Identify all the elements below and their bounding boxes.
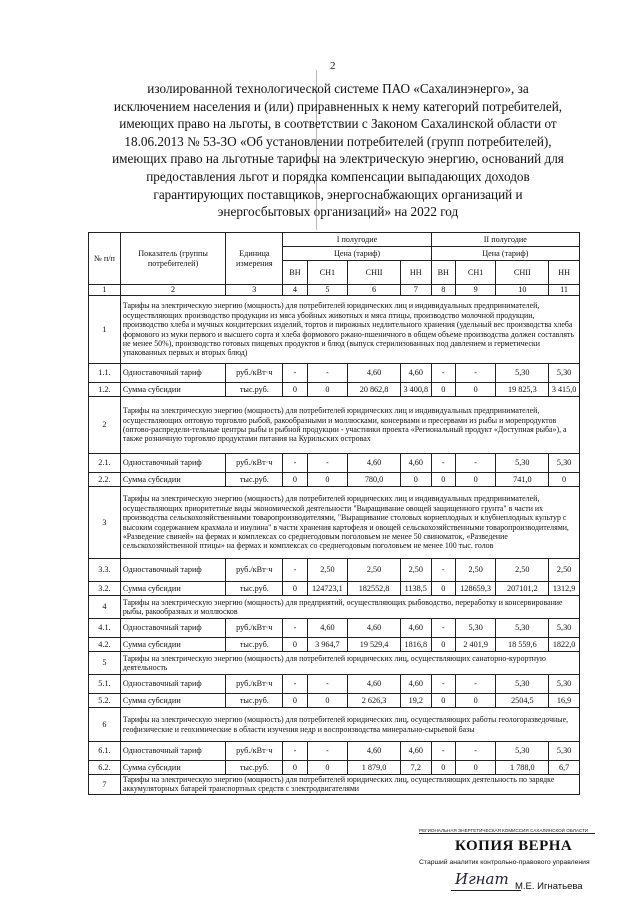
- section-number: 4: [89, 596, 121, 619]
- value-cell: -: [283, 454, 307, 473]
- value-cell: 0: [431, 473, 455, 487]
- row-unit: тыс.руб.: [226, 383, 283, 397]
- title-line: имеющих право на льготы, в соответствии с Законом Сахалинской области от: [119, 116, 557, 132]
- value-cell: 1 879,0: [348, 761, 401, 775]
- table-row: [89, 742, 580, 761]
- value-cell: -: [283, 364, 307, 383]
- value-cell: 3 415,0: [549, 383, 580, 397]
- section-number: 6: [89, 708, 121, 742]
- row-number: 1.1.: [89, 364, 121, 383]
- value-cell: 5,30: [549, 364, 580, 383]
- row-number: 3.3.: [89, 559, 121, 582]
- value-cell: 128659,3: [455, 582, 496, 596]
- header-col: ВН: [431, 261, 455, 285]
- value-cell: 1816,8: [400, 638, 431, 652]
- row-unit: руб./кВт·ч: [226, 454, 283, 473]
- row-number: 4.1.: [89, 619, 121, 638]
- value-cell: 4,60: [348, 454, 401, 473]
- value-cell: 5,30: [549, 454, 580, 473]
- value-cell: 4,60: [400, 364, 431, 383]
- stamp-title: КОПИЯ ВЕРНА: [455, 838, 573, 854]
- value-cell: 5,30: [549, 619, 580, 638]
- value-cell: 5,30: [496, 675, 549, 694]
- value-cell: 2 401,9: [455, 638, 496, 652]
- value-cell: 0: [455, 473, 496, 487]
- row-label: Сумма субсидии: [120, 761, 225, 775]
- value-cell: 0: [455, 694, 496, 708]
- value-cell: -: [307, 364, 348, 383]
- value-cell: 2,50: [348, 559, 401, 582]
- row-unit: тыс.руб.: [226, 638, 283, 652]
- value-cell: 0: [455, 383, 496, 397]
- value-cell: 0: [283, 694, 307, 708]
- section-number: 7: [89, 775, 121, 795]
- table-row: [89, 364, 580, 383]
- value-cell: 0: [283, 761, 307, 775]
- value-cell: 4,60: [348, 675, 401, 694]
- value-cell: 0: [283, 383, 307, 397]
- table-row: [89, 761, 580, 775]
- value-cell: 7,2: [400, 761, 431, 775]
- section-number: 5: [89, 652, 121, 675]
- value-cell: -: [455, 675, 496, 694]
- value-cell: 5,30: [549, 742, 580, 761]
- value-cell: 1138,5: [400, 582, 431, 596]
- value-cell: 3 400,8: [400, 383, 431, 397]
- value-cell: 6,7: [549, 761, 580, 775]
- header-indicator: Показатель (группы потребителей): [120, 233, 225, 285]
- value-cell: 0: [307, 694, 348, 708]
- row-label: Сумма субсидии: [120, 694, 225, 708]
- row-number: 2.1.: [89, 454, 121, 473]
- col-number: 3: [226, 285, 283, 296]
- signature: Игнат: [455, 870, 509, 888]
- section-description: Тарифы на электрическую энергию (мощность) для потребителей юридических лиц, осуществляющих работы геологоразведочные, геофизические и геохимические в области изучения недр и воспроизводства минерально-сырьевой базы: [120, 708, 579, 742]
- value-cell: -: [455, 454, 496, 473]
- value-cell: 2 626,3: [348, 694, 401, 708]
- value-cell: 0: [431, 638, 455, 652]
- section-row: [89, 487, 580, 559]
- row-unit: тыс.руб.: [226, 473, 283, 487]
- row-unit: руб./кВт·ч: [226, 559, 283, 582]
- section-description: Тарифы на электрическую энергию (мощность) для потребителей юридических лиц, осуществляющих санаторно-курортную деятельность: [120, 652, 579, 675]
- value-cell: 4,60: [348, 742, 401, 761]
- value-cell: 5,30: [496, 742, 549, 761]
- table-row: [89, 559, 580, 582]
- value-cell: -: [307, 675, 348, 694]
- section-number: 3: [89, 487, 121, 559]
- row-unit: руб./кВт·ч: [226, 619, 283, 638]
- value-cell: 16,9: [549, 694, 580, 708]
- col-number: 7: [400, 285, 431, 296]
- value-cell: 4,60: [400, 619, 431, 638]
- stamp-department: Старший аналитик контрольно-правового управления: [419, 859, 590, 866]
- row-number: 3.2.: [89, 582, 121, 596]
- value-cell: 0: [549, 473, 580, 487]
- table-row: [89, 694, 580, 708]
- col-number: 10: [496, 285, 549, 296]
- value-cell: 0: [431, 761, 455, 775]
- section-row: [89, 775, 580, 795]
- value-cell: -: [283, 619, 307, 638]
- header-unit: Единица измерения: [226, 233, 283, 285]
- value-cell: 2,50: [400, 559, 431, 582]
- value-cell: 20 862,8: [348, 383, 401, 397]
- value-cell: 4,60: [400, 742, 431, 761]
- table-row: [89, 675, 580, 694]
- value-cell: -: [283, 742, 307, 761]
- value-cell: 1 788,0: [496, 761, 549, 775]
- section-row: [89, 652, 580, 675]
- signature-line: [451, 890, 521, 891]
- row-label: Одноставочный тариф: [120, 559, 225, 582]
- value-cell: 0: [307, 383, 348, 397]
- row-number: 6.2.: [89, 761, 121, 775]
- table-row: [89, 619, 580, 638]
- section-description: Тарифы на электрическую энергию (мощность) для потребителей юридических лиц, осуществляющих деятельность по зарядке аккумуляторных батарей транспортных средств с электродвигателями: [120, 775, 579, 795]
- header-col: СНII: [496, 261, 549, 285]
- col-number: 1: [89, 285, 121, 296]
- row-number: 6.1.: [89, 742, 121, 761]
- page-number: 2: [330, 60, 336, 72]
- row-number: 5.2.: [89, 694, 121, 708]
- header-price-2: Цена (тариф): [431, 247, 579, 261]
- section-description: Тарифы на электрическую энергию (мощность) для потребителей юридических лиц и индивидуальных предпринимателей, осуществляющих оптовую торговлю рыбой, ракообразными и моллюсками, консервами и пресервами из рыбы и морепродуктов (оптово-распредели-тельные центры рыбы и рыбной продукции - участники проекта «Региональный продукт «Доступная рыба»), а также розничную торговлю продуктами питания на Курильских островах: [120, 397, 579, 454]
- value-cell: 182552,8: [348, 582, 401, 596]
- value-cell: 2504,5: [496, 694, 549, 708]
- value-cell: 19,2: [400, 694, 431, 708]
- title-line: изолированной технологической системе ПАО «Сахалинэнерго», за: [147, 81, 529, 96]
- value-cell: -: [431, 619, 455, 638]
- row-label: Одноставочный тариф: [120, 454, 225, 473]
- value-cell: 0: [307, 473, 348, 487]
- title-line: гарантирующих поставщиков, энергоснабжающих организаций и: [153, 186, 523, 202]
- table-row: [89, 383, 580, 397]
- value-cell: 2,50: [307, 559, 348, 582]
- signer-name: М.Е. Игнатьева: [515, 881, 583, 892]
- value-cell: 5,30: [496, 364, 549, 383]
- section-description: Тарифы на электрическую энергию (мощность) для потребителей юридических лиц и индивидуальных предпринимателей, осуществляющих производство продукции из мяса убойных животных и мяса птицы, производство молочной продукции, производство хлеба и мучных кондитерских изделий, тортов и пирожных недлительного хранения (удельный вес производства хлеба формового из муки первого и высшего сорта и хлеба формового ржано-пшеничного в общем объеме производства должен составлять не менее 50%), производство готовых пищевых продуктов и блюд (выпуск стерилизованных под давлением и герметически упакованных первых и вторых блюд): [120, 296, 579, 364]
- table-row: [89, 454, 580, 473]
- value-cell: 4,60: [348, 619, 401, 638]
- header-col: НН: [549, 261, 580, 285]
- value-cell: 124723,1: [307, 582, 348, 596]
- row-number: 2.2.: [89, 473, 121, 487]
- value-cell: -: [455, 364, 496, 383]
- value-cell: 0: [431, 694, 455, 708]
- section-description: Тарифы на электрическую энергию (мощность) для потребителей юридических лиц и индивидуальных предпринимателей, осуществляющих приоритетные виды экономической деятельности "Выращивание овощей защищенного грунта" в части их производства сельскохозяйственными товаропроизводителями, "Выращивание столовых корнеплодных и клубнеплодных культур с высоким содержанием крахмала и инулина" в части хранения картофеля и овощей сельскохозяйственными товаропроизводителями, «Разведение свиней» на фермах и комплексах со среднегодовым поголовьем не менее 50 свиноматок, «Разведение сельскохозяйственной птицы» на фермах и комплексах со среднегодовым поголовьем не менее 100 тыс. голов: [120, 487, 579, 559]
- section-row: [89, 708, 580, 742]
- col-number: 9: [455, 285, 496, 296]
- value-cell: 0: [431, 383, 455, 397]
- header-price-1: Цена (тариф): [283, 247, 431, 261]
- header-col: СНII: [348, 261, 401, 285]
- value-cell: 0: [455, 761, 496, 775]
- col-number: 11: [549, 285, 580, 296]
- value-cell: -: [431, 742, 455, 761]
- row-unit: руб./кВт·ч: [226, 675, 283, 694]
- value-cell: -: [431, 364, 455, 383]
- row-label: Сумма субсидии: [120, 638, 225, 652]
- value-cell: 2,50: [496, 559, 549, 582]
- value-cell: 18 559,6: [496, 638, 549, 652]
- title-line: имеющих право на льготные тарифы на электрическую энергию, оснований для: [112, 151, 564, 167]
- header-col: НН: [400, 261, 431, 285]
- row-label: Сумма субсидии: [120, 383, 225, 397]
- value-cell: -: [431, 675, 455, 694]
- value-cell: -: [283, 559, 307, 582]
- row-label: Одноставочный тариф: [120, 364, 225, 383]
- header-col: ВН: [283, 261, 307, 285]
- row-unit: тыс.руб.: [226, 582, 283, 596]
- title-line: исключением населения и (или) приравненных к нему категорий потребителей,: [113, 98, 563, 114]
- section-row: [89, 596, 580, 619]
- title-line: предоставления льгот и порядка компенсации выпадающих доходов: [146, 168, 530, 184]
- section-number: 2: [89, 397, 121, 454]
- value-cell: 0: [400, 473, 431, 487]
- section-number: 1: [89, 296, 121, 364]
- row-label: Одноставочный тариф: [120, 675, 225, 694]
- col-number: 6: [348, 285, 401, 296]
- stamp-organization: РЕГИОНАЛЬНАЯ ЭНЕРГЕТИЧЕСКАЯ КОМИССИЯ САХАЛИНСКОЙ ОБЛАСТИ: [419, 828, 595, 834]
- tariff-table: [88, 232, 580, 795]
- row-number: 5.1.: [89, 675, 121, 694]
- row-number: 4.2.: [89, 638, 121, 652]
- value-cell: 2,50: [455, 559, 496, 582]
- row-label: Сумма субсидии: [120, 473, 225, 487]
- value-cell: 0: [307, 761, 348, 775]
- col-number: 5: [307, 285, 348, 296]
- value-cell: 4,60: [400, 454, 431, 473]
- row-label: Сумма субсидии: [120, 582, 225, 596]
- section-description: Тарифы на электрическую энергию (мощность) для предприятий, осуществляющих рыбоводство, переработку и консервирование рыбы, ракообразных и моллюсков: [120, 596, 579, 619]
- value-cell: 5,30: [549, 675, 580, 694]
- col-number: 2: [120, 285, 225, 296]
- value-cell: 0: [283, 582, 307, 596]
- row-unit: тыс.руб.: [226, 694, 283, 708]
- col-number: 4: [283, 285, 307, 296]
- row-unit: тыс.руб.: [226, 761, 283, 775]
- value-cell: 0: [283, 638, 307, 652]
- document-title: [88, 80, 588, 221]
- col-number: 8: [431, 285, 455, 296]
- value-cell: -: [283, 675, 307, 694]
- table-row: [89, 638, 580, 652]
- value-cell: -: [307, 742, 348, 761]
- row-unit: руб./кВт·ч: [226, 364, 283, 383]
- title-line: 18.06.2013 № 53-ЗО «Об установлении потребителей (групп потребителей),: [124, 133, 552, 149]
- value-cell: 741,0: [496, 473, 549, 487]
- value-cell: 1822,0: [549, 638, 580, 652]
- value-cell: 5,30: [496, 619, 549, 638]
- table-row: [89, 582, 580, 596]
- value-cell: 4,60: [307, 619, 348, 638]
- value-cell: 5,30: [455, 619, 496, 638]
- table-row: [89, 473, 580, 487]
- value-cell: 780,0: [348, 473, 401, 487]
- header-half-1: I полугодие: [283, 233, 431, 247]
- value-cell: 4,60: [348, 364, 401, 383]
- value-cell: 1312,9: [549, 582, 580, 596]
- value-cell: 19 825,3: [496, 383, 549, 397]
- title-line: энергосбытовых организаций» на 2022 год: [217, 204, 459, 220]
- header-col: СН1: [455, 261, 496, 285]
- value-cell: 5,30: [496, 454, 549, 473]
- header-num: № п/п: [89, 233, 121, 285]
- value-cell: -: [431, 454, 455, 473]
- header-half-2: II полугодие: [431, 233, 579, 247]
- value-cell: 3 964,7: [307, 638, 348, 652]
- row-unit: руб./кВт·ч: [226, 742, 283, 761]
- value-cell: 207101,2: [496, 582, 549, 596]
- section-row: [89, 296, 580, 364]
- row-label: Одноставочный тариф: [120, 619, 225, 638]
- section-row: [89, 397, 580, 454]
- value-cell: 0: [431, 582, 455, 596]
- certification-stamp: [415, 826, 595, 900]
- row-number: 1.2.: [89, 383, 121, 397]
- header-col: СН1: [307, 261, 348, 285]
- value-cell: -: [455, 742, 496, 761]
- value-cell: 4,60: [400, 675, 431, 694]
- value-cell: 2,50: [549, 559, 580, 582]
- value-cell: -: [307, 454, 348, 473]
- row-label: Одноставочный тариф: [120, 742, 225, 761]
- value-cell: 0: [283, 473, 307, 487]
- value-cell: 19 529,4: [348, 638, 401, 652]
- value-cell: -: [431, 559, 455, 582]
